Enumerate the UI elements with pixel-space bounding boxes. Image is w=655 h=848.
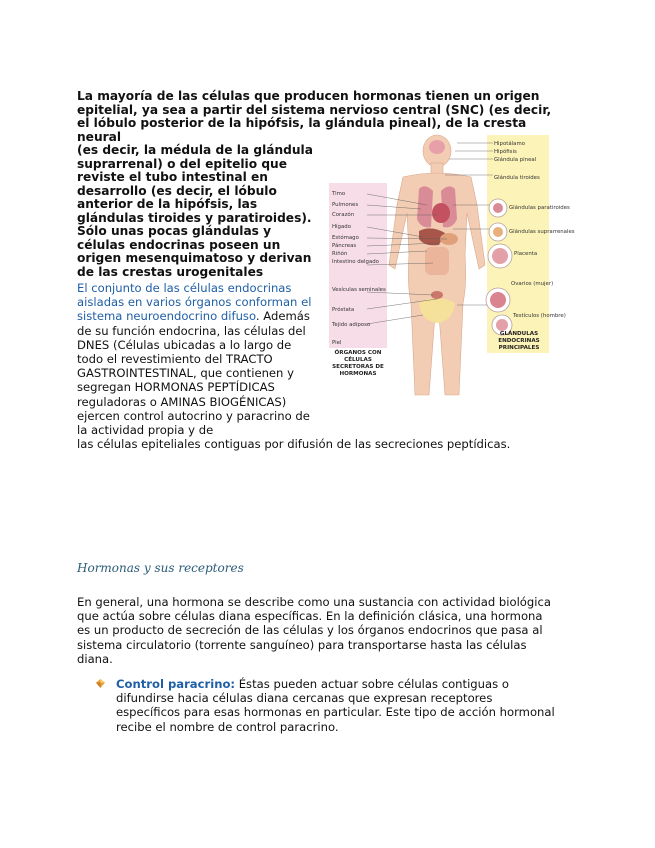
right-caption: GLÁNDULAS ENDOCRINAS PRINCIPALES xyxy=(498,331,540,351)
paragraph-dnes xyxy=(77,281,547,451)
paragraph-2-column: . Además de su función endocrina, las células del DNES (Células ubicadas a lo largo de todo el revestimiento del TRACTO GASTROINTESTINAL, que contienen y segregan HORMONAS PEPTÍDICAS reguladoras o AMINAS BIOGÉNICAS) ejercen control autocrino y paracrino de la actividad propia y de xyxy=(77,309,310,438)
bullet-item-control-paracrino xyxy=(96,677,556,734)
label-corazon: Corazón xyxy=(332,212,355,218)
label-hipotalamo: Hipotálamo xyxy=(494,141,526,147)
bullet-term: Control paracrino: xyxy=(116,677,236,691)
label-estomago: Estómago xyxy=(332,235,359,241)
label-piel: Piel xyxy=(332,340,342,346)
label-intestino: Intestino delgado xyxy=(332,259,379,265)
label-prostata: Próstata xyxy=(332,307,355,313)
bullet-text: Éstas pueden actuar sobre células contiguas o difundirse hacia células diana cercanas que expresan receptores específicos para esas hormonas en particular. Este tipo de acción hormonal recibe el nombre de control paracrino. xyxy=(116,677,555,734)
label-vesiculas: Vesículas seminales xyxy=(332,287,386,293)
label-pineal: Glándula pineal xyxy=(494,157,537,163)
label-tiroides: Glándula tiroides xyxy=(494,175,540,181)
label-placenta: Placenta xyxy=(514,251,538,257)
label-pancreas: Páncreas xyxy=(332,243,357,249)
label-timo: Timo xyxy=(332,191,346,197)
paragraph-2-full: las células epiteliales contiguas por difusión de las secreciones peptídicas. xyxy=(77,437,511,452)
label-rinon: Riñón xyxy=(332,251,348,257)
paragraph-hormona-definicion: En general, una hormona se describe como una sustancia con actividad biológica que actúa sobre células diana específicas. En la definición clásica, una hormona es un producto de secreción de las células y los órganos endocrinos que pasa al sistema circulatorio (torrente sanguíneo) para transportarse hasta las células diana. xyxy=(77,595,551,666)
paragraph-2-blue: El conjunto de las células endocrinas aisladas en varios órganos conforman el sistema neuroendocrino difuso xyxy=(77,281,312,324)
label-tejido: Tejido adiposo xyxy=(332,322,371,328)
label-ovarios: Ovarios (mujer) xyxy=(511,281,554,287)
label-testiculos: Testículos (hombre) xyxy=(513,313,566,319)
paragraph-1-column: (es decir, la médula de la glándula suprarrenal) o del epitelio que reviste el tubo intestinal en desarrollo (es decir, el lóbulo anterior de la hipófsis, las glándulas tiroides y paratiroides). Sólo unas pocas glándulas y células endocrinas poseen un origen mesenquimatoso y derivan de las crestas urogenitales xyxy=(77,143,313,279)
label-paratiroides: Glándulas paratiroides xyxy=(509,205,570,211)
label-higado: Hígado xyxy=(332,224,351,230)
bullet-gem-icon xyxy=(96,679,105,688)
label-hipofisis: Hipófisis xyxy=(494,149,517,155)
section-heading: Hormonas y sus receptores xyxy=(77,561,244,575)
left-caption: ÓRGANOS CON CÉLULAS SECRETORAS DE HORMONAS xyxy=(332,350,384,377)
paragraph-1-top: La mayoría de las células que producen hormonas tienen un origen epitelial, ya sea a partir del sistema nervioso central (SNC) (es decir, el lóbulo posterior de la hipófsis, la glándula pineal), de la cresta neural xyxy=(77,89,552,144)
label-suprarrenales: Glándulas suprarrenales xyxy=(509,229,575,235)
label-pulmones: Pulmones xyxy=(332,202,359,208)
